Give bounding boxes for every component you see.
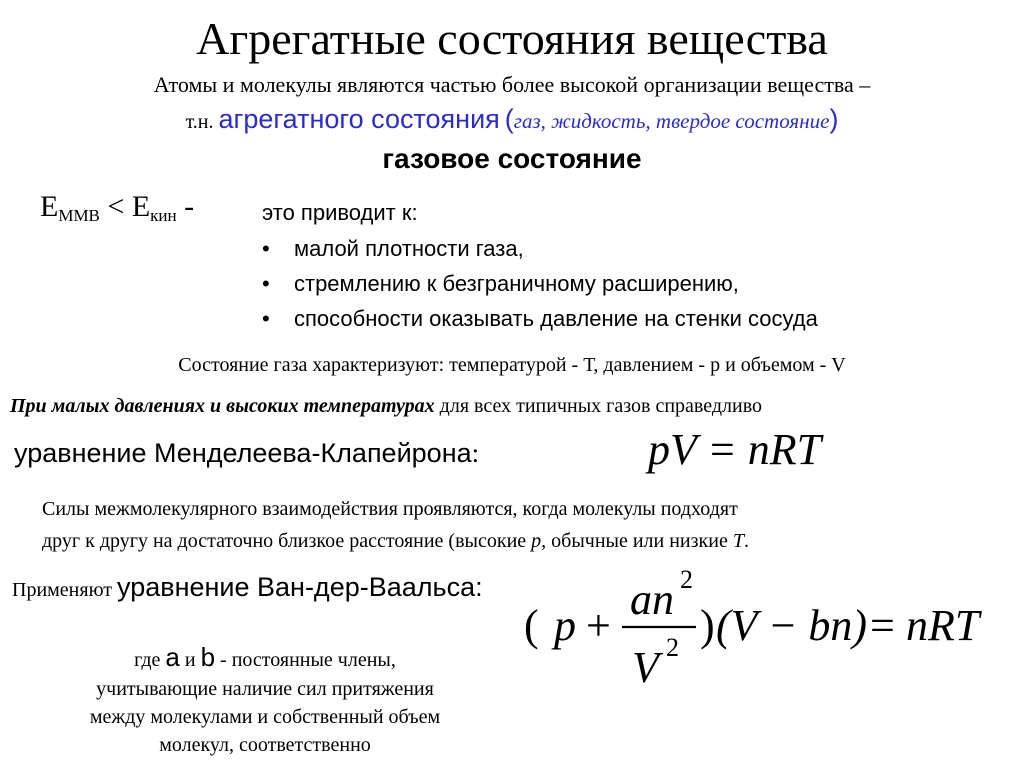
leads-to-text: это приводит к: — [262, 200, 418, 225]
mk-label-text: уравнение Менделеева-Клапейрона — [14, 438, 472, 468]
vdw-name: уравнение Ван-дер-Ваальса — [117, 572, 476, 602]
ab-letter-b: b — [200, 642, 216, 672]
vdw-rhs: nRT — [906, 601, 980, 650]
energy-e2: E — [131, 190, 151, 223]
bullet-dot: • — [262, 236, 270, 261]
van-der-waals-equation — [524, 570, 1014, 700]
ab-explanation-line-1 — [50, 642, 480, 673]
forces-line2-p: р — [531, 530, 542, 552]
forces-text-line-2 — [42, 530, 749, 553]
energy-relation-sign: < — [99, 190, 132, 223]
condition-text — [10, 395, 762, 418]
vdw-denominator: V — [632, 643, 659, 692]
bullet-text: малой плотности газа, — [294, 236, 524, 261]
bullet-item — [262, 236, 524, 262]
bullet-text: способности оказывать давление на стенки сосуда — [294, 306, 818, 331]
bullet-dot: • — [262, 271, 270, 296]
condition-bold: При малых давлениях и высоких температурах — [10, 395, 435, 417]
forces-line2-b: , обычные или низкие — [541, 530, 733, 552]
ab-explanation-line-4: молекул, соответственно — [159, 734, 371, 756]
ab-line1-rest: - постоянные члены, — [215, 649, 396, 671]
bullet-text: стремлению к безграничному расширению, — [294, 271, 739, 296]
condition-rest: для всех типичных газов справедливо — [434, 395, 763, 417]
forces-line2-c: . — [743, 530, 749, 552]
ab-line1-a: где — [134, 649, 166, 671]
intro-close-paren: ) — [829, 104, 839, 134]
forces-text-line-1: Силы межмолекулярного взаимодействия проявляются, когда молекулы подходят — [42, 498, 738, 520]
forces-line2-a: друг к другу на достаточно близкое расстояние (высокие — [42, 530, 532, 552]
vdw-numerator: an — [630, 575, 674, 624]
intro-line-1: Атомы и молекулы являются частью более высокой организации вещества – — [153, 72, 871, 97]
intro-prefix: т.н. — [185, 111, 214, 133]
ab-and: и — [179, 649, 201, 671]
vdw-equals: = — [870, 601, 895, 650]
vdw-close-paren: ) — [700, 601, 715, 650]
vdw-second-factor: (V − bn) — [716, 601, 868, 650]
intro-term: агрегатного состояния — [218, 104, 500, 134]
vdw-denominator-exponent: 2 — [666, 633, 679, 662]
van-der-waals-label — [12, 572, 483, 603]
mendeleev-clapeyron-label — [14, 438, 479, 469]
intro-states: газ, жидкость, твердое состояние — [513, 109, 830, 133]
intro-line-2 — [0, 104, 1024, 135]
vdw-plus: + — [586, 601, 611, 650]
energy-dash: - — [176, 190, 195, 223]
vdw-open-paren: ( — [524, 601, 539, 650]
vdw-colon: : — [475, 572, 483, 602]
section-heading: газовое состояние — [382, 143, 642, 174]
ideal-gas-equation: pV = nRT — [648, 425, 822, 474]
bullet-dot: • — [262, 306, 270, 331]
ab-explanation-line-3: между молекулами и собственный объем — [89, 706, 441, 728]
bullet-item — [262, 306, 818, 332]
vdw-prefix: Применяют — [12, 579, 112, 601]
ab-explanation-line-2: учитывающие наличие сил притяжения — [96, 678, 434, 700]
ab-letter-a: a — [165, 642, 180, 672]
energy-relation — [40, 190, 194, 226]
vdw-numerator-exponent: 2 — [680, 570, 693, 594]
state-parameters-text: Состояние газа характеризуют: температурой - Т, давлением - р и объемом - V — [178, 354, 846, 376]
energy-e1-subscript: ММВ — [58, 206, 100, 225]
bullet-item — [262, 271, 739, 297]
forces-line2-t: Т — [732, 530, 744, 552]
energy-e1: E — [40, 190, 59, 223]
vdw-p: p — [554, 601, 576, 650]
energy-e2-subscript: кин — [150, 206, 177, 225]
intro-open-paren: ( — [504, 104, 514, 134]
mk-label-colon: : — [471, 438, 480, 468]
slide-title: Агрегатные состояния вещества — [196, 13, 828, 64]
